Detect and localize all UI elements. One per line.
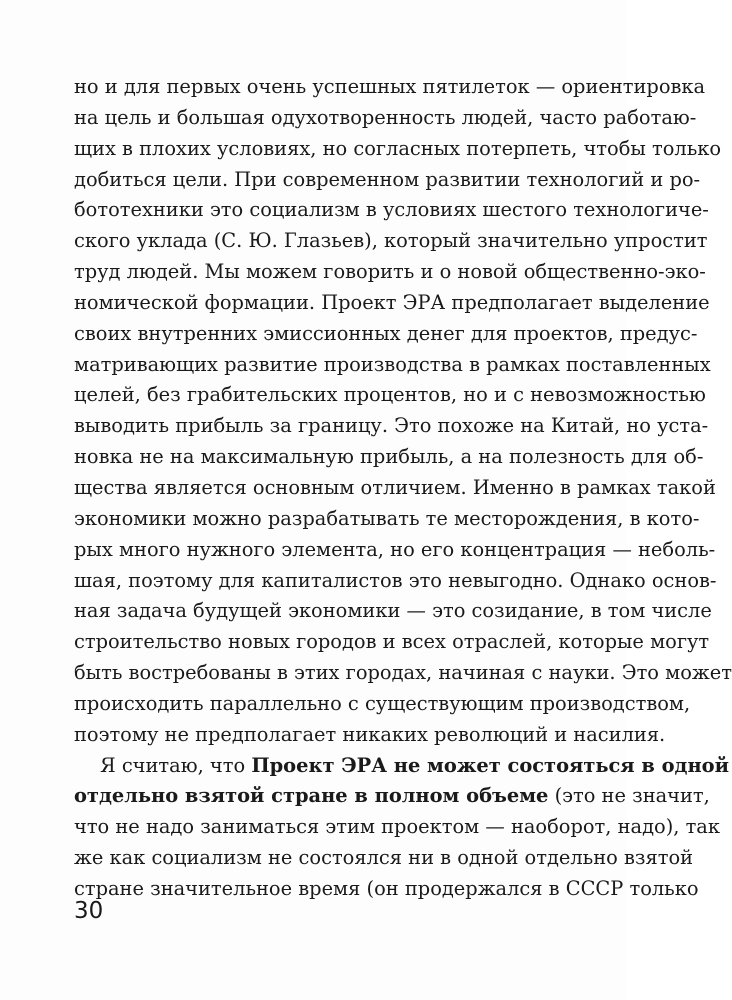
text-line: но и для первых очень успешных пятилеток — ориентировка [74, 75, 706, 98]
page-number: 30 [74, 898, 104, 924]
text-line: на цель и большая одухотворенность людей, часто работаю- [74, 106, 697, 129]
text-line: же как социализм не состоялся ни в одной отдельно взятой [74, 846, 694, 869]
text-line: новка не на максимальную прибыль, а на полезность для об- [74, 445, 704, 468]
text-line: строительство новых городов и всех отраслей, которые могут [74, 630, 710, 653]
text-segment: (это не значит, [548, 784, 710, 807]
text-line: экономики можно разрабатывать те месторождения, в кото- [74, 507, 700, 530]
text-line: шая, поэтому для капиталистов это невыгодно. Однако основ- [74, 569, 717, 592]
text-line: щих в плохих условиях, но согласных потерпеть, чтобы только [74, 137, 722, 160]
text-line: щества является основным отличием. Именно в рамках такой [74, 476, 716, 499]
text-line: поэтому не предполагает никаких революций и насилия. [74, 723, 666, 746]
bold-emphasis: отдельно взятой стране в полном объеме [74, 784, 549, 807]
text-line: рых много нужного элемента, но его концентрация — неболь- [74, 538, 716, 561]
text-line: номической формации. Проект ЭРА предполагает выделение [74, 291, 710, 314]
text-line: стране значительное время (он продержался в СССР только [74, 877, 699, 900]
text-line: что не надо заниматься этим проектом — наоборот, надо), так [74, 815, 720, 838]
text-segment: Я считаю, что [100, 754, 252, 777]
text-line [74, 779, 710, 812]
text-line: добиться цели. При современном развитии технологий и ро- [74, 168, 701, 191]
text-line: ная задача будущей экономики — это созидание, в том числе [74, 599, 712, 622]
text-line [100, 749, 729, 782]
text-line: целей, без грабительских процентов, но и с невозможностью [74, 383, 706, 406]
text-line: матривающих развитие производства в рамках поставленных [74, 353, 711, 376]
text-line: бототехники это социализм в условиях шестого технологиче- [74, 198, 709, 221]
text-line: труд людей. Мы можем говорить и о новой общественно-эко- [74, 260, 706, 283]
text-line: ского уклада (С. Ю. Глазьев), который значительно упростит [74, 229, 708, 252]
text-line: выводить прибыль за границу. Это похоже на Китай, но уста- [74, 414, 709, 437]
text-line: своих внутренних эмиссионных денег для проектов, предус- [74, 322, 698, 345]
text-line: быть востребованы в этих городах, начиная с науки. Это может [74, 661, 732, 684]
text-line: происходить параллельно с существующим производством, [74, 692, 691, 715]
bold-emphasis: Проект ЭРА не может состояться в одной [251, 754, 729, 777]
